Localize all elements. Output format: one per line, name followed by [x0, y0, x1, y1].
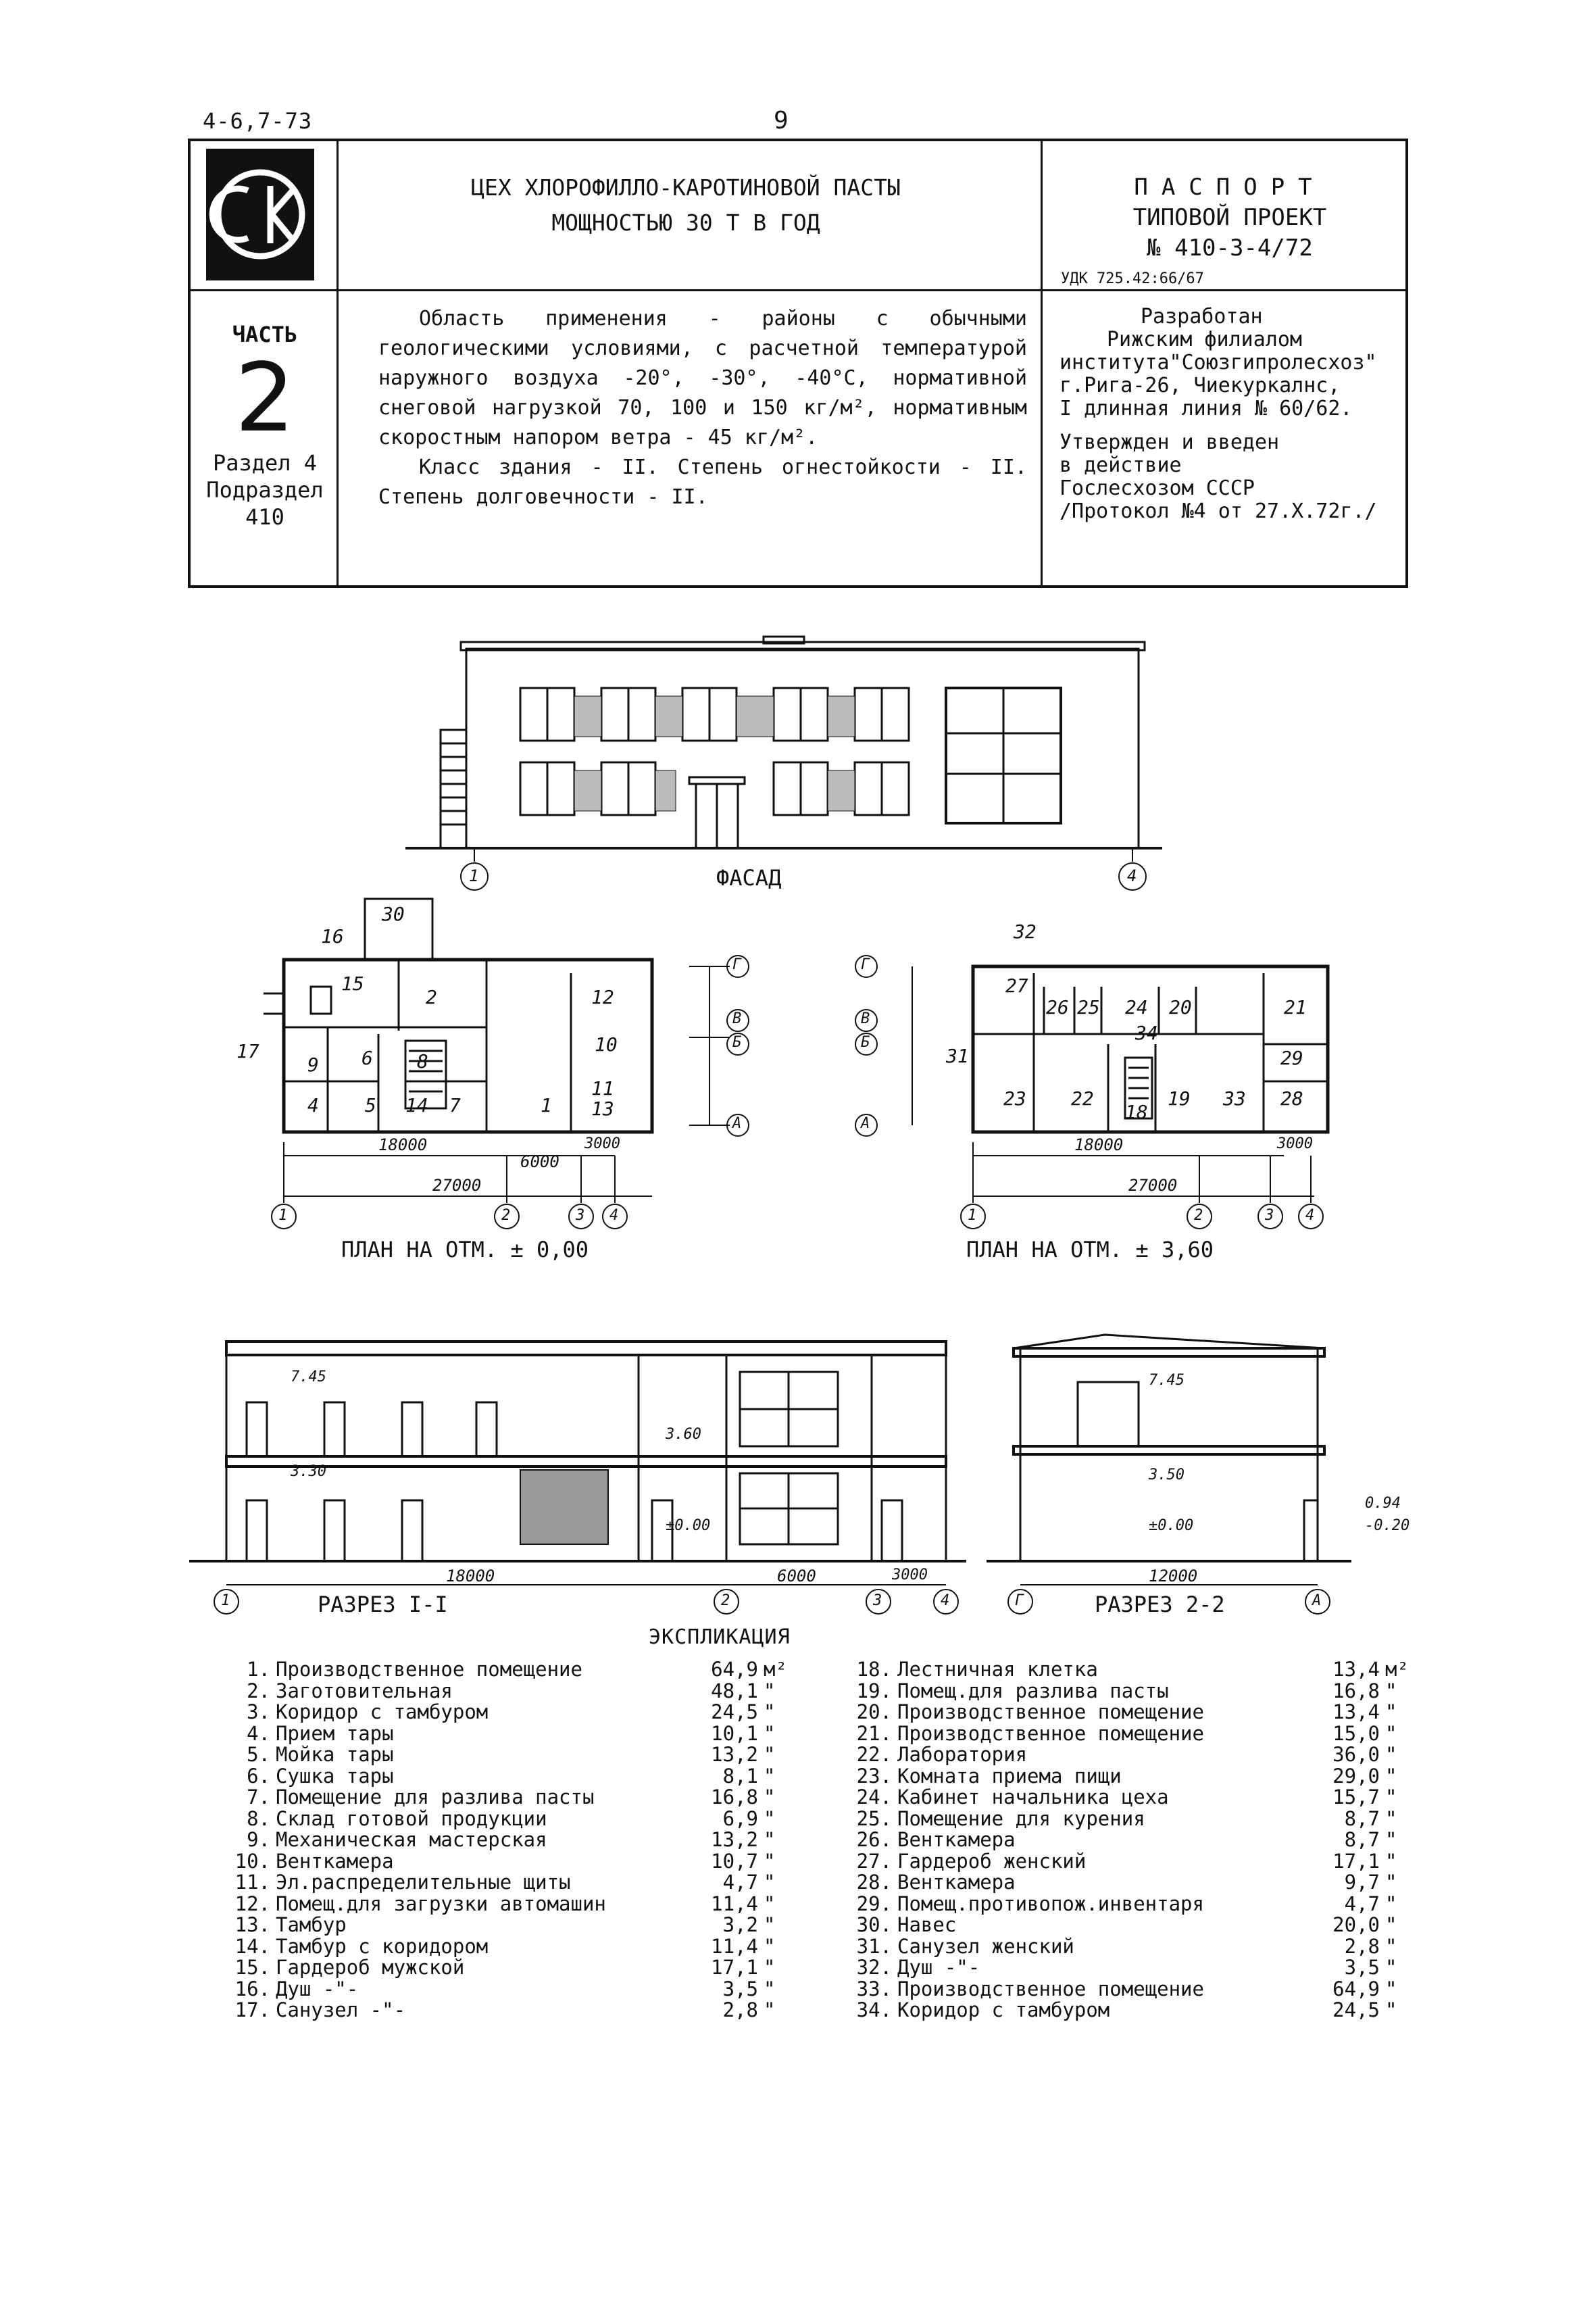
- passport-title: ПАСПОРТ: [1134, 174, 1326, 201]
- explication-row: [845, 1894, 1426, 1915]
- explication-unit: ": [1385, 1700, 1397, 1723]
- explication-n: 4.: [247, 1721, 270, 1745]
- explication-row: [223, 1744, 804, 1766]
- dim-label: 18000: [378, 1135, 428, 1154]
- explication-n: 27.: [856, 1849, 892, 1873]
- dev-line: Разработан: [1141, 305, 1263, 328]
- explication-nm: Помещ.для разлива пасты: [897, 1679, 1169, 1702]
- dev-line: института"Союзгипролесхоз": [1059, 351, 1377, 374]
- svg-text:6: 6: [361, 1047, 373, 1069]
- explication-unit: ": [764, 1679, 776, 1702]
- explication-row: [845, 1744, 1426, 1766]
- facade-drawing: [405, 637, 1162, 890]
- explication-nm: Венткамера: [276, 1849, 394, 1873]
- explication-unit: ": [764, 1871, 776, 1894]
- level-mark: 3.30: [291, 1463, 326, 1480]
- explication-unit: ": [764, 1913, 776, 1936]
- svg-text:12: 12: [591, 986, 614, 1008]
- explication-unit: ": [764, 1892, 776, 1915]
- explication-row: [223, 1872, 804, 1894]
- explication-n: 28.: [856, 1871, 892, 1894]
- explication-n: 32.: [856, 1956, 892, 1979]
- explication-row: [223, 1894, 804, 1915]
- explication-v: 36,0: [1332, 1743, 1380, 1766]
- document-code: 4-6,7-73: [203, 108, 313, 134]
- explication-n: 7.: [247, 1786, 270, 1808]
- explication-nm: Кабинет начальника цеха: [897, 1786, 1169, 1808]
- explication-v: 16,8: [1332, 1679, 1380, 1702]
- explication-nm: Помещение для курения: [897, 1806, 1145, 1830]
- explication-unit: ": [1385, 1956, 1397, 1979]
- explication-v: 9,7: [1344, 1871, 1380, 1894]
- svg-text:22: 22: [1071, 1087, 1094, 1110]
- dev-line: Гослесхозом СССР: [1059, 476, 1255, 500]
- explication-n: 31.: [856, 1934, 892, 1958]
- description-para-1: Область применения - районы с обычными геологическими условиями, с расчетной температурой наружного воздуха -20°, -30°, -40°С, нормативной снеговой нагрузкой 70, 100 и 150 кг/м², нормативным скоростным напором ветра - 45 кг/м².: [378, 307, 1027, 449]
- explication-nm: Душ -"-: [897, 1956, 980, 1979]
- axis-label: 3: [576, 1207, 585, 1224]
- explication-unit: ": [1385, 1913, 1397, 1936]
- level-mark: ±0.00: [666, 1517, 711, 1534]
- level-mark: 7.45: [1149, 1372, 1184, 1389]
- explication-unit: ": [1385, 1849, 1397, 1873]
- explication-n: 16.: [234, 1977, 270, 2000]
- explication-nm: Производственное помещение: [276, 1658, 582, 1681]
- explication-n: 6.: [247, 1764, 270, 1788]
- explication-row: [223, 1702, 804, 1723]
- explication-n: 30.: [856, 1913, 892, 1936]
- explication-n: 29.: [856, 1892, 892, 1915]
- explication-n: 33.: [856, 1977, 892, 2000]
- plan-ground-floor: [236, 899, 749, 1229]
- dev-line: Утвержден и введен: [1059, 430, 1280, 454]
- axis-label: Б: [861, 1034, 870, 1051]
- axis-label: 2: [721, 1592, 730, 1609]
- plan1-caption: ПЛАН НА ОТМ. ± 0,00: [341, 1237, 589, 1262]
- facade-caption: ФАСАД: [716, 865, 782, 891]
- title-line-2: МОЩНОСТЬЮ 30 Т В ГОД: [551, 210, 820, 236]
- svg-text:28: 28: [1280, 1087, 1303, 1110]
- explication-n: 19.: [856, 1679, 892, 1702]
- explication-unit: ": [764, 1828, 776, 1851]
- explication-row: [845, 1787, 1426, 1808]
- level-mark: 0.94: [1365, 1495, 1401, 1512]
- explication-nm: Помещ.для загрузки автомашин: [276, 1892, 606, 1915]
- axis-label: 3: [1265, 1207, 1274, 1224]
- explication-row: [223, 1957, 804, 1979]
- explication-nm: Лестничная клетка: [897, 1658, 1098, 1681]
- explication-n: 18.: [856, 1658, 892, 1681]
- explication-row: [845, 1681, 1426, 1702]
- svg-text:15: 15: [341, 973, 364, 995]
- explication-nm: Механическая мастерская: [276, 1828, 547, 1851]
- explication-nm: Помещ.противопож.инвентаря: [897, 1892, 1204, 1915]
- axis-label: 2: [501, 1207, 511, 1224]
- level-mark: ±0.00: [1149, 1517, 1194, 1534]
- explication-unit: ": [764, 1806, 776, 1830]
- explication-v: 2,8: [722, 1998, 758, 2021]
- explication-unit: м²: [764, 1658, 787, 1681]
- explication-row: [845, 1872, 1426, 1894]
- axis-label: 1: [968, 1207, 977, 1224]
- svg-text:29: 29: [1280, 1047, 1303, 1069]
- explication-nm: Прием тары: [276, 1721, 394, 1745]
- axis-label: А: [1312, 1592, 1322, 1609]
- explication-unit: ": [1385, 1871, 1397, 1894]
- svg-text:31: 31: [946, 1045, 969, 1067]
- explication-v: 8,7: [1344, 1828, 1380, 1851]
- svg-text:10: 10: [595, 1033, 618, 1056]
- explication-row: [845, 1851, 1426, 1873]
- explication-nm: Производственное помещение: [897, 1721, 1204, 1745]
- explication-n: 9.: [247, 1828, 270, 1851]
- dev-line: /Протокол №4 от 27.X.72г./: [1059, 499, 1377, 523]
- explication-v: 24,5: [711, 1700, 758, 1723]
- explication-right: [845, 1659, 1426, 2021]
- explication-unit: ": [764, 1934, 776, 1958]
- explication-row: [223, 1936, 804, 1958]
- explication-row: [845, 2000, 1426, 2021]
- explication-n: 13.: [234, 1913, 270, 1936]
- explication-v: 13,2: [711, 1743, 758, 1766]
- explication-row: [223, 1787, 804, 1808]
- explication-row: [845, 1702, 1426, 1723]
- explication-v: 17,1: [711, 1956, 758, 1979]
- explication-title: ЭКСПЛИКАЦИЯ: [649, 1625, 791, 1649]
- explication-row: [845, 1936, 1426, 1958]
- explication-v: 15,0: [1332, 1721, 1380, 1745]
- explication-v: 6,9: [722, 1806, 758, 1830]
- explication-row: [845, 1979, 1426, 2000]
- explication-n: 3.: [247, 1700, 270, 1723]
- explication-nm: Навес: [897, 1913, 957, 1936]
- explication-v: 11,4: [711, 1892, 758, 1915]
- explication-n: 17.: [234, 1998, 270, 2021]
- plan-first-floor: [855, 920, 1328, 1229]
- level-mark: 7.45: [291, 1369, 326, 1385]
- svg-text:7: 7: [449, 1094, 461, 1116]
- explication-row: [223, 1659, 804, 1681]
- explication-v: 17,1: [1332, 1849, 1380, 1873]
- explication-row: [845, 1766, 1426, 1788]
- explication-unit: ": [764, 1786, 776, 1808]
- explication-unit: ": [764, 1721, 776, 1745]
- udk-code: УДК 725.42:66/67: [1061, 270, 1204, 287]
- svg-text:34: 34: [1135, 1022, 1158, 1044]
- explication-n: 20.: [856, 1700, 892, 1723]
- explication-unit: ": [764, 1977, 776, 2000]
- svg-text:17: 17: [236, 1040, 259, 1062]
- explication-unit: ": [764, 1956, 776, 1979]
- explication-nm: Душ -"-: [276, 1977, 359, 2000]
- part-label: ЧАСТЬ: [232, 322, 298, 347]
- dev-line: г.Рига-26, Чиекуркалнс,: [1059, 374, 1341, 397]
- explication-unit: ": [764, 1849, 776, 1873]
- explication-nm: Производственное помещение: [897, 1977, 1204, 2000]
- svg-text:9: 9: [307, 1054, 319, 1076]
- svg-text:33: 33: [1223, 1087, 1246, 1110]
- explication-n: 25.: [856, 1806, 892, 1830]
- explication-nm: Склад готовой продукции: [276, 1806, 547, 1830]
- svg-text:18: 18: [1125, 1101, 1148, 1123]
- description-para-2: Класс здания - II. Степень огнестойкости - II. Степень долговечности - II.: [378, 456, 1027, 509]
- explication-nm: Тамбур с коридором: [276, 1934, 489, 1958]
- svg-text:16: 16: [321, 925, 344, 947]
- explication-nm: Тамбур: [276, 1913, 347, 1936]
- explication-unit: ": [1385, 1764, 1397, 1788]
- explication-nm: Помещение для разлива пасты: [276, 1786, 595, 1808]
- plan2-caption: ПЛАН НА ОТМ. ± 3,60: [966, 1237, 1214, 1262]
- explication-v: 4,7: [1344, 1892, 1380, 1915]
- axis-label: 4: [1305, 1207, 1315, 1224]
- explication-unit: ": [764, 1998, 776, 2021]
- explication-nm: Производственное помещение: [897, 1700, 1204, 1723]
- svg-text:4: 4: [307, 1094, 319, 1116]
- svg-text:11: 11: [591, 1077, 614, 1100]
- section2-caption: РАЗРЕЗ 2-2: [1095, 1592, 1225, 1617]
- explication-unit: ": [1385, 1806, 1397, 1830]
- explication-row: [845, 1829, 1426, 1851]
- explication-n: 12.: [234, 1892, 270, 1915]
- explication-left: [223, 1659, 804, 2021]
- explication-v: 13,2: [711, 1828, 758, 1851]
- explication-v: 8,1: [722, 1764, 758, 1788]
- explication-row: [223, 1808, 804, 1830]
- explication-row: [223, 1979, 804, 2000]
- explication-nm: Мойка тары: [276, 1743, 394, 1766]
- dim-label: 27000: [1128, 1176, 1178, 1195]
- explication-v: 11,4: [711, 1934, 758, 1958]
- axis-label: А: [732, 1115, 742, 1132]
- axis-label: 1: [469, 866, 479, 885]
- dim-label: 6000: [520, 1152, 559, 1171]
- axis-label: Г: [861, 956, 870, 973]
- explication-unit: ": [1385, 1998, 1397, 2021]
- explication-unit: ": [1385, 1721, 1397, 1745]
- explication-row: [223, 1681, 804, 1702]
- title-line-1: ЦЕХ ХЛОРОФИЛЛО-КАРОТИНОВОЙ ПАСТЫ: [471, 174, 901, 201]
- explication-v: 10,1: [711, 1721, 758, 1745]
- svg-text:21: 21: [1284, 996, 1307, 1018]
- explication-row: [223, 1829, 804, 1851]
- explication-v: 15,7: [1332, 1786, 1380, 1808]
- explication-v: 3,5: [722, 1977, 758, 2000]
- subsection-number: 410: [245, 504, 284, 530]
- explication-v: 13,4: [1332, 1700, 1380, 1723]
- explication-unit: ": [1385, 1828, 1397, 1851]
- explication-nm: Гардероб мужской: [276, 1956, 465, 1979]
- axis-label: 1: [221, 1592, 230, 1609]
- explication-unit: ": [1385, 1679, 1397, 1702]
- svg-text:13: 13: [591, 1098, 614, 1120]
- axis-label: Б: [732, 1034, 742, 1051]
- explication-unit: ": [764, 1700, 776, 1723]
- explication-n: 10.: [234, 1849, 270, 1873]
- passport-number: № 410-3-4/72: [1147, 235, 1313, 262]
- explication-nm: Сушка тары: [276, 1764, 394, 1788]
- explication-row: [223, 1915, 804, 1936]
- axis-label: 2: [1194, 1207, 1203, 1224]
- explication-n: 24.: [856, 1786, 892, 1808]
- dim-label: 18000: [1074, 1135, 1124, 1154]
- axis-label: Г: [1015, 1592, 1024, 1609]
- explication-n: 15.: [234, 1956, 270, 1979]
- explication-unit: ": [1385, 1977, 1397, 2000]
- dim-label: 6000: [777, 1567, 816, 1585]
- axis-label: Г: [732, 956, 742, 973]
- section-label: Раздел 4: [212, 450, 318, 476]
- part-number: 2: [234, 343, 295, 453]
- explication-row: [223, 2000, 804, 2021]
- level-mark: -0.20: [1365, 1517, 1410, 1534]
- explication-row: [845, 1808, 1426, 1830]
- subsection-label: Подраздел: [206, 477, 324, 503]
- explication-n: 34.: [856, 1998, 892, 2021]
- explication-n: 11.: [234, 1871, 270, 1894]
- passport-type: ТИПОВОЙ ПРОЕКТ: [1132, 204, 1327, 231]
- explication-v: 8,7: [1344, 1806, 1380, 1830]
- explication-n: 21.: [856, 1721, 892, 1745]
- explication-v: 3,2: [722, 1913, 758, 1936]
- explication-unit: ": [1385, 1934, 1397, 1958]
- page-number: 9: [774, 107, 789, 134]
- dim-label: 12000: [1149, 1567, 1198, 1585]
- axis-label: 4: [1127, 866, 1137, 885]
- svg-text:8: 8: [417, 1050, 428, 1073]
- explication-n: 2.: [247, 1679, 270, 1702]
- explication-n: 23.: [856, 1764, 892, 1788]
- explication-v: 10,7: [711, 1849, 758, 1873]
- explication-n: 8.: [247, 1806, 270, 1830]
- explication-v: 20,0: [1332, 1913, 1380, 1936]
- svg-text:20: 20: [1169, 996, 1192, 1018]
- explication-v: 13,4: [1332, 1658, 1380, 1681]
- dim-label: 3000: [892, 1567, 928, 1583]
- axis-label: В: [861, 1010, 870, 1027]
- svg-text:14: 14: [405, 1094, 428, 1116]
- explication-unit: м²: [1385, 1658, 1409, 1681]
- svg-text:1: 1: [541, 1094, 552, 1116]
- svg-text:24: 24: [1125, 996, 1148, 1018]
- axis-label: 3: [873, 1592, 882, 1609]
- explication-n: 14.: [234, 1934, 270, 1958]
- explication-v: 29,0: [1332, 1764, 1380, 1788]
- explication-row: [223, 1766, 804, 1788]
- dim-label: 27000: [432, 1176, 482, 1195]
- dim-label: 18000: [446, 1567, 495, 1585]
- level-mark: 3.50: [1149, 1467, 1184, 1483]
- axis-label: А: [861, 1115, 870, 1132]
- svg-text:5: 5: [365, 1094, 376, 1116]
- explication-unit: ": [764, 1764, 776, 1788]
- explication-row: [223, 1851, 804, 1873]
- explication-nm: Венткамера: [897, 1871, 1016, 1894]
- explication-v: 24,5: [1332, 1998, 1380, 2021]
- svg-text:26: 26: [1046, 996, 1069, 1018]
- explication-v: 4,7: [722, 1871, 758, 1894]
- dev-line: в действие: [1059, 453, 1182, 477]
- explication-nm: Коридор с тамбуром: [897, 1998, 1110, 2021]
- dim-label: 3000: [584, 1135, 620, 1152]
- explication-nm: Санузел женский: [897, 1934, 1074, 1958]
- svg-text:25: 25: [1077, 996, 1100, 1018]
- svg-text:30: 30: [382, 903, 405, 925]
- explication-unit: ": [1385, 1786, 1397, 1808]
- explication-nm: Коридор с тамбуром: [276, 1700, 489, 1723]
- axis-label: В: [732, 1010, 742, 1027]
- axis-label: 4: [609, 1207, 619, 1224]
- explication-nm: Эл.распределительные щиты: [276, 1871, 571, 1894]
- explication-nm: Лаборатория: [897, 1743, 1028, 1766]
- svg-text:19: 19: [1168, 1087, 1191, 1110]
- explication-unit: ": [764, 1743, 776, 1766]
- explication-n: 22.: [856, 1743, 892, 1766]
- explication-v: 3,5: [1344, 1956, 1380, 1979]
- explication-row: [845, 1957, 1426, 1979]
- svg-text:23: 23: [1003, 1087, 1026, 1110]
- explication-v: 2,8: [1344, 1934, 1380, 1958]
- explication-nm: Гардероб женский: [897, 1849, 1087, 1873]
- dev-line: Рижским филиалом: [1107, 328, 1302, 351]
- explication-row: [223, 1723, 804, 1745]
- explication-n: 1.: [247, 1658, 270, 1681]
- section1-caption: РАЗРЕЗ I-I: [318, 1592, 448, 1617]
- svg-text:32: 32: [1014, 920, 1037, 943]
- explication-nm: Заготовительная: [276, 1679, 453, 1702]
- explication-row: [845, 1915, 1426, 1936]
- axis-label: 4: [941, 1592, 950, 1609]
- svg-text:27: 27: [1005, 975, 1028, 997]
- explication-n: 5.: [247, 1743, 270, 1766]
- explication-unit: ": [1385, 1892, 1397, 1915]
- explication-nm: Венткамера: [897, 1828, 1016, 1851]
- explication-unit: ": [1385, 1743, 1397, 1766]
- explication-nm: Комната приема пищи: [897, 1764, 1122, 1788]
- explication-v: 48,1: [711, 1679, 758, 1702]
- dim-label: 3000: [1277, 1135, 1313, 1152]
- explication-v: 16,8: [711, 1786, 758, 1808]
- explication-row: [845, 1659, 1426, 1681]
- dev-line: I длинная линия № 60/62.: [1059, 397, 1353, 420]
- explication-v: 64,9: [1332, 1977, 1380, 2000]
- axis-label: 1: [278, 1207, 288, 1224]
- explication-row: [845, 1723, 1426, 1745]
- svg-text:2: 2: [426, 986, 437, 1008]
- explication-nm: Санузел -"-: [276, 1998, 406, 2021]
- explication-v: 64,9: [711, 1658, 758, 1681]
- explication-n: 26.: [856, 1828, 892, 1851]
- level-mark: 3.60: [666, 1426, 701, 1443]
